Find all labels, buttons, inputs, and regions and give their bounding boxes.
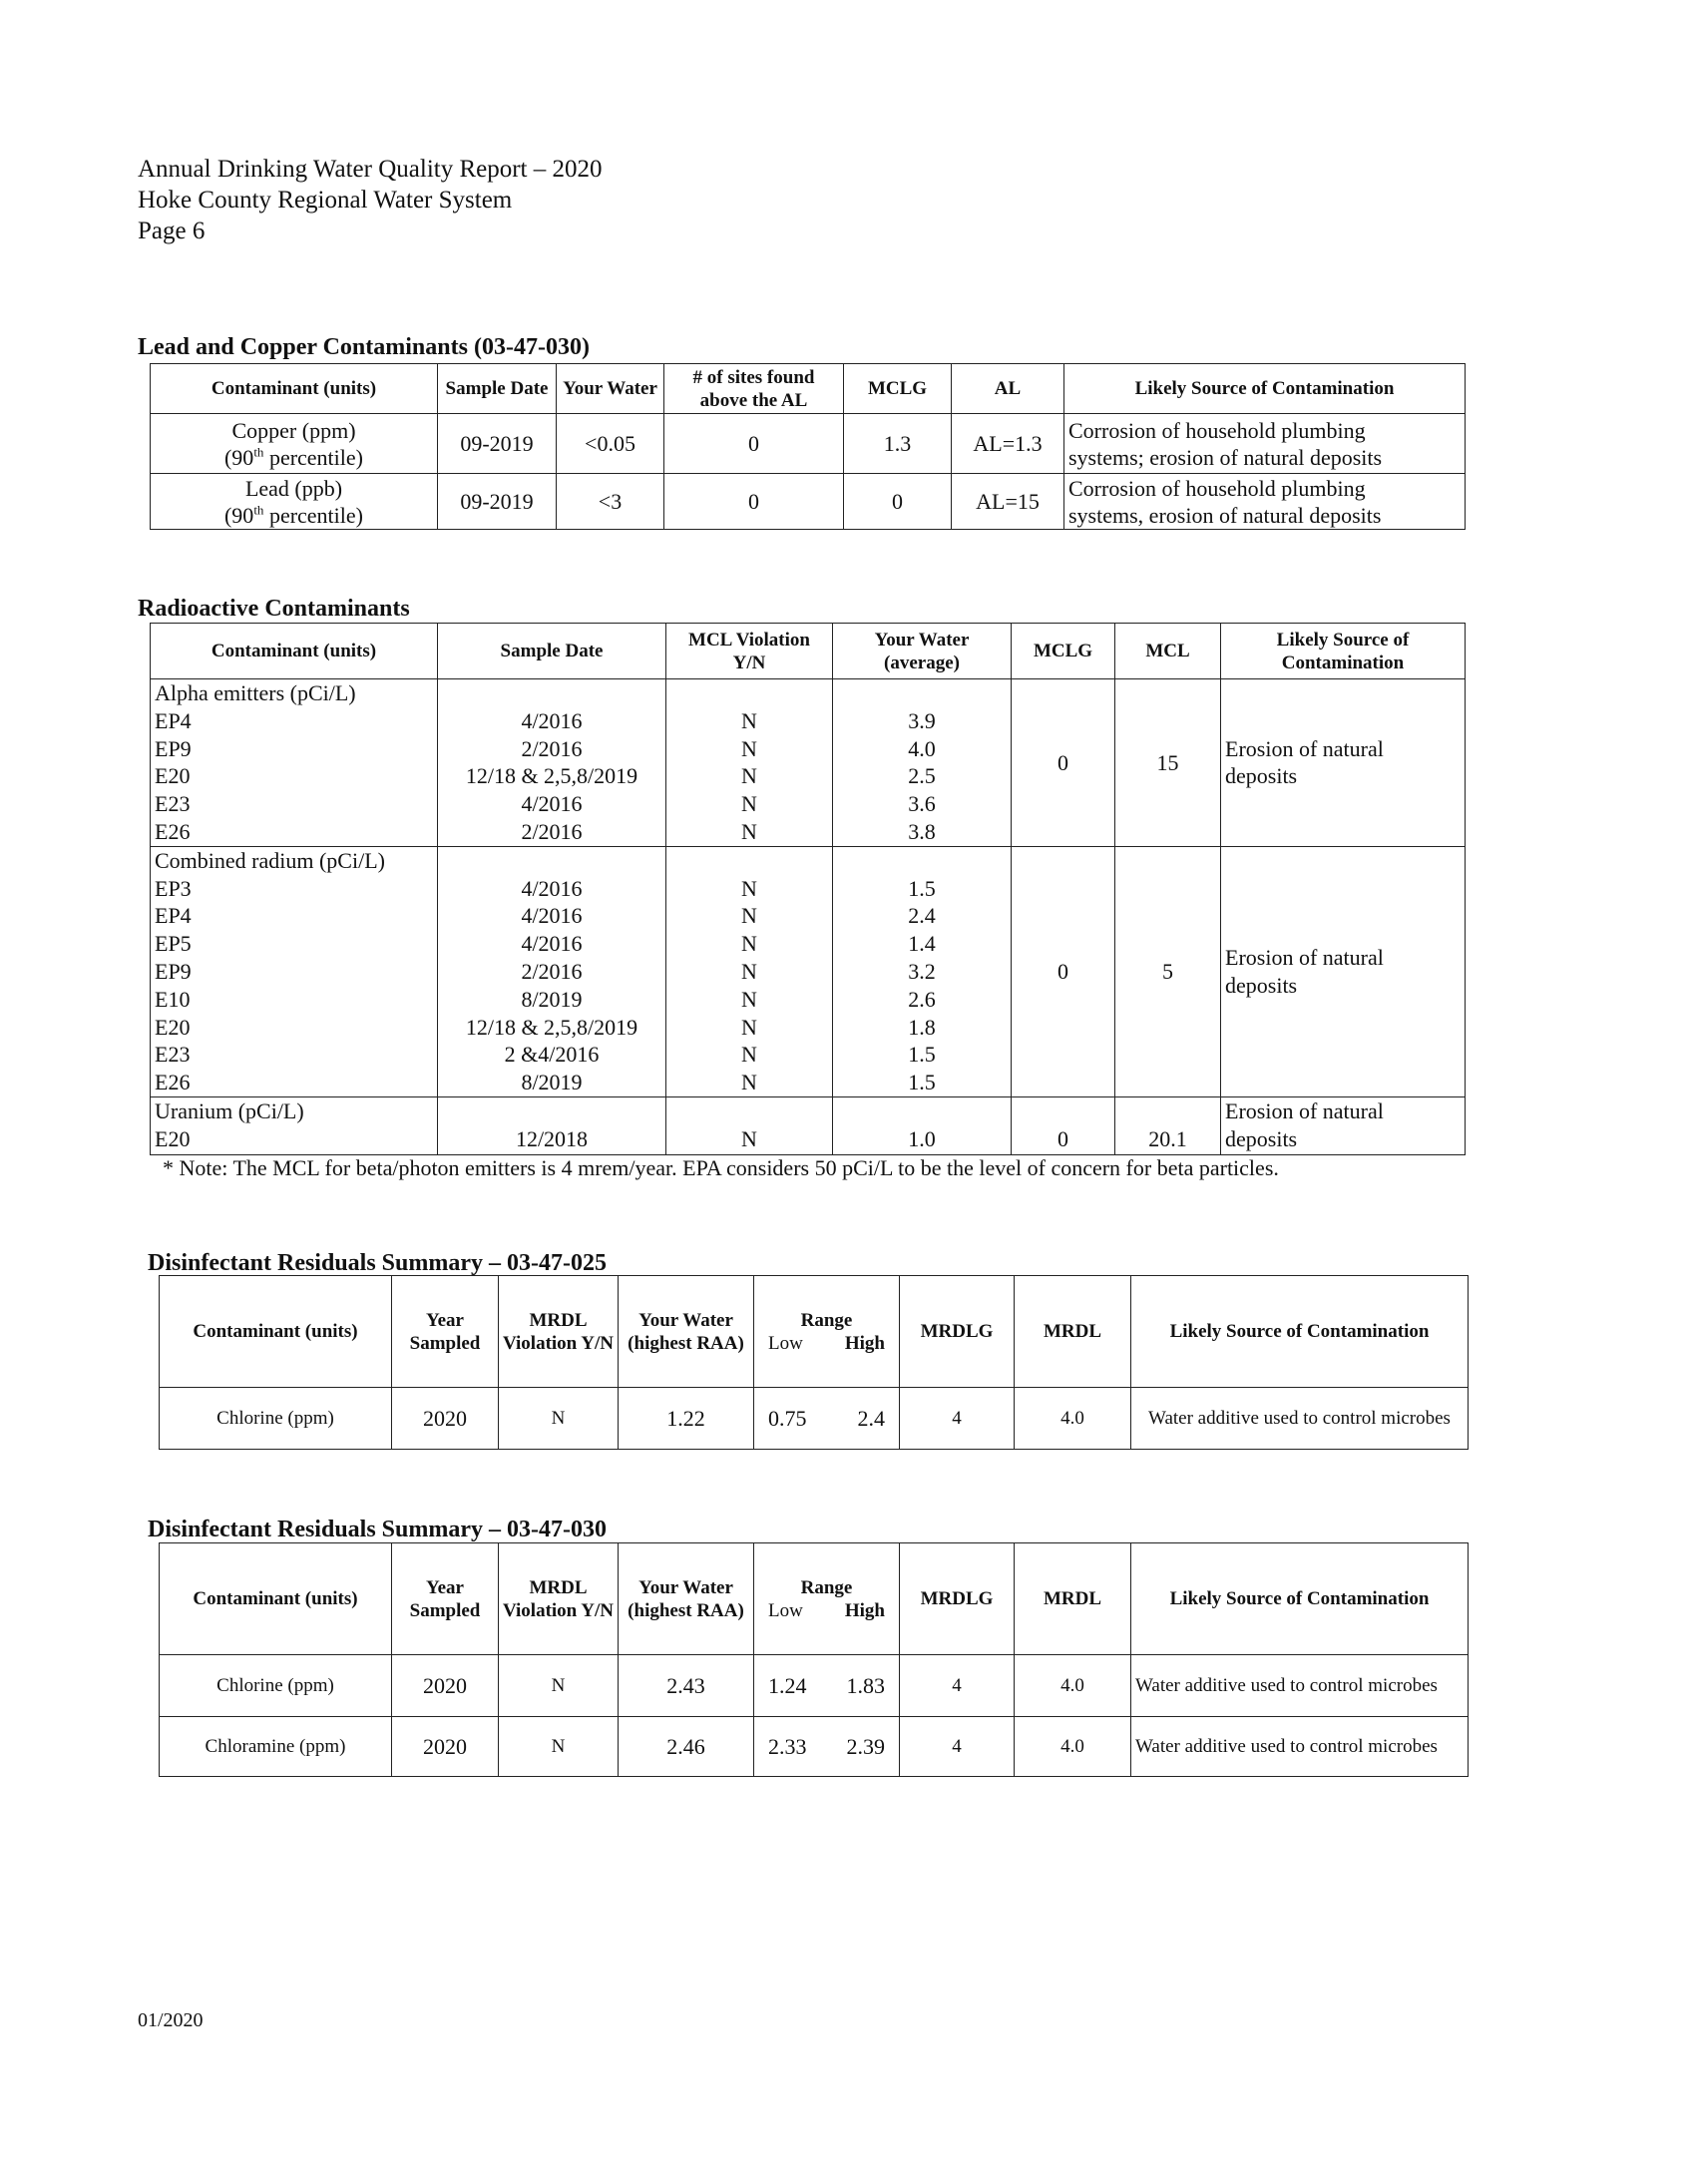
col-header: Contaminant (units) [151,364,438,414]
mrdl: 4.0 [1015,1388,1131,1450]
site-water: 4.0 [908,735,936,761]
col-viol [666,679,833,847]
site-water: 1.8 [908,1014,936,1040]
table-row [151,1096,1466,1154]
mclg: 0 [844,474,952,530]
contaminant-cell [151,1096,438,1154]
col-header: MCLG [1012,624,1115,679]
likely-source: Water additive used to control microbes [1131,1717,1469,1777]
site-viol: N [741,1014,757,1040]
year-sampled: 2020 [392,1717,499,1777]
mrdlg: 4 [900,1655,1015,1717]
col-header: MRDLG [900,1543,1015,1655]
site-viol: N [741,763,757,789]
your-water: 2.46 [619,1717,754,1777]
range-cell [754,1388,900,1450]
site-viol: N [741,818,757,844]
footer-date: 01/2020 [138,2009,204,2031]
site-name: E23 [155,791,191,817]
your-water: <3 [557,474,664,530]
range-high: 2.39 [846,1734,885,1759]
col-water [833,1096,1012,1154]
site-date: 4/2016 [521,707,583,733]
col-water [833,846,1012,1096]
site-water: 3.2 [908,958,936,984]
range-high: 1.83 [846,1673,885,1698]
table-row [151,474,1466,530]
col-header: Sample Date [438,624,666,679]
site-date: 4/2016 [521,931,583,957]
disinfectant-030-title: Disinfectant Residuals Summary – 03-47-030 [148,1517,607,1542]
site-date: 4/2016 [521,875,583,901]
site-water: 3.8 [908,818,936,844]
col-header: Likely Source of Contamination [1131,1276,1469,1388]
system-name: Hoke County Regional Water System [138,187,513,214]
lead-copper-title: Lead and Copper Contaminants (03-47-030) [138,334,590,360]
beta-note: * Note: The MCL for beta/photon emitters is 4 mrem/year. EPA considers 50 pCi/L to be the level of concern for beta particles. [163,1155,1279,1180]
sites-above-al: 0 [664,414,844,474]
site-viol: N [741,875,757,901]
mrdlg: 4 [900,1388,1015,1450]
lead-copper-table [150,363,1466,530]
col-header: Sample Date [438,364,557,414]
table-row [160,1388,1469,1450]
your-water: <0.05 [557,414,664,474]
col-header: Your Water (highest RAA) [619,1543,754,1655]
mrdl: 4.0 [1015,1717,1131,1777]
site-name: EP4 [155,707,192,733]
col-header: MRDLG [900,1276,1015,1388]
disinfectant-025-table [159,1275,1469,1450]
col-header: Your Water (highest RAA) [619,1276,754,1388]
site-date: 2/2016 [521,735,583,761]
percentile-label: (90th percentile) [223,444,363,470]
contaminant-name: Chlorine (ppm) [160,1388,392,1450]
sample-date: 09-2019 [438,474,557,530]
col-header: MRDL [1015,1543,1131,1655]
site-water: 2.4 [908,903,936,929]
mcl: 5 [1115,846,1221,1096]
col-viol [666,846,833,1096]
likely-source: Erosion of natural deposits [1221,679,1466,847]
col-header: Year Sampled [392,1276,499,1388]
site-viol: N [741,791,757,817]
mrdl-violation: N [499,1717,619,1777]
col-header: # of sites found above the AL [664,364,844,414]
sample-date: 09-2019 [438,414,557,474]
col-water [833,679,1012,847]
site-name: E10 [155,986,191,1012]
contaminant-name: Lead (ppb) [244,475,343,501]
likely-source: Corrosion of household plumbing systems, erosion of natural deposits [1064,474,1466,530]
site-name: EP9 [155,735,192,761]
site-viol: N [741,1042,757,1068]
site-water: 1.4 [908,931,936,957]
report-title: Annual Drinking Water Quality Report – 2020 [138,156,603,183]
col-header: Likely Source of Contamination [1221,624,1466,679]
radioactive-table [150,623,1466,1155]
table-row [151,414,1466,474]
site-date: 2/2016 [521,818,583,844]
col-header-range: Range Low High [754,1276,900,1388]
site-viol: N [741,1125,757,1151]
your-water: 1.22 [619,1388,754,1450]
percentile-label: (90th percentile) [223,502,363,528]
site-name: EP3 [155,875,192,901]
site-date: 12/2018 [515,1125,589,1151]
site-water: 1.5 [908,1042,936,1068]
site-date: 4/2016 [521,791,583,817]
disinfectant-025-title: Disinfectant Residuals Summary – 03-47-025 [148,1250,607,1276]
site-viol: N [741,986,757,1012]
mclg: 0 [1012,1096,1115,1154]
site-water: 1.5 [908,875,936,901]
site-date: 8/2019 [521,986,583,1012]
col-header: Contaminant (units) [160,1543,392,1655]
year-sampled: 2020 [392,1388,499,1450]
site-water: 3.6 [908,791,936,817]
site-viol: N [741,735,757,761]
site-date: 4/2016 [521,903,583,929]
range-low: 1.24 [768,1673,807,1698]
likely-source: Water additive used to control microbes [1131,1388,1469,1450]
col-header: MCL [1115,624,1221,679]
mclg: 1.3 [844,414,952,474]
likely-source: Corrosion of household plumbing systems; erosion of natural deposits [1064,414,1466,474]
site-viol: N [741,903,757,929]
range-low: 0.75 [768,1406,807,1431]
col-date [438,846,666,1096]
action-level: AL=15 [952,474,1064,530]
col-header: Year Sampled [392,1543,499,1655]
site-water: 1.0 [908,1125,936,1151]
table-row [151,679,1466,847]
site-name: E26 [155,1070,191,1095]
contaminant-name: Chlorine (ppm) [160,1655,392,1717]
col-header: MRDL Violation Y/N [499,1276,619,1388]
mcl: 20.1 [1115,1096,1221,1154]
site-date: 12/18 & 2,5,8/2019 [465,763,638,789]
contaminant-cell [151,846,438,1096]
site-date: 2/2016 [521,958,583,984]
mclg: 0 [1012,846,1115,1096]
range-low: 2.33 [768,1734,807,1759]
site-date: 2 &4/2016 [504,1042,600,1068]
mcl: 15 [1115,679,1221,847]
col-header: MRDL Violation Y/N [499,1543,619,1655]
range-cell [754,1717,900,1777]
site-water: 3.9 [908,707,936,733]
table-row [160,1655,1469,1717]
col-viol [666,1096,833,1154]
col-header: Contaminant (units) [160,1276,392,1388]
site-water: 2.6 [908,986,936,1012]
col-header: MCL Violation Y/N [666,624,833,679]
contaminant-name: Chloramine (ppm) [160,1717,392,1777]
contaminant-name: Copper (ppm) [231,417,356,443]
table-header-row [160,1276,1469,1388]
sites-above-al: 0 [664,474,844,530]
mrdlg: 4 [900,1717,1015,1777]
site-name: E20 [155,1125,191,1151]
contaminant-cell [151,474,438,530]
site-water: 1.5 [908,1070,936,1095]
likely-source: Water additive used to control microbes [1131,1655,1469,1717]
site-date: 8/2019 [521,1070,583,1095]
site-water: 2.5 [908,763,936,789]
col-header: Your Water [557,364,664,414]
col-header: Your Water (average) [833,624,1012,679]
col-header-range: Range Low High [754,1543,900,1655]
site-name: EP5 [155,931,192,957]
table-row [160,1717,1469,1777]
year-sampled: 2020 [392,1655,499,1717]
disinfectant-030-table [159,1542,1469,1777]
range-high: 2.4 [857,1406,885,1431]
mclg: 0 [1012,679,1115,847]
mrdl-violation: N [499,1388,619,1450]
table-row [151,846,1466,1096]
group-name: Alpha emitters (pCi/L) [155,680,356,705]
table-header-row [160,1543,1469,1655]
col-header: Contaminant (units) [151,624,438,679]
your-water: 2.43 [619,1655,754,1717]
col-header: MRDL [1015,1276,1131,1388]
site-name: E26 [155,818,191,844]
likely-source: Erosion of natural deposits [1221,1096,1466,1154]
range-cell [754,1655,900,1717]
likely-source: Erosion of natural deposits [1221,846,1466,1096]
site-name: E20 [155,763,191,789]
mrdl: 4.0 [1015,1655,1131,1717]
site-viol: N [741,1070,757,1095]
contaminant-cell [151,414,438,474]
site-date: 12/18 & 2,5,8/2019 [465,1014,638,1040]
table-header-row [151,364,1466,414]
action-level: AL=1.3 [952,414,1064,474]
site-name: EP9 [155,958,192,984]
col-date [438,679,666,847]
site-name: E20 [155,1014,191,1040]
site-viol: N [741,958,757,984]
page-number: Page 6 [138,218,206,244]
mrdl-violation: N [499,1655,619,1717]
col-date [438,1096,666,1154]
contaminant-cell [151,679,438,847]
site-viol: N [741,931,757,957]
col-header: AL [952,364,1064,414]
site-name: E23 [155,1042,191,1068]
col-header: Likely Source of Contamination [1064,364,1466,414]
site-name: EP4 [155,903,192,929]
report-header [138,154,603,246]
group-name: Combined radium (pCi/L) [155,847,385,873]
col-header: MCLG [844,364,952,414]
site-viol: N [741,707,757,733]
table-header-row [151,624,1466,679]
radioactive-title: Radioactive Contaminants [138,596,410,622]
group-name: Uranium (pCi/L) [155,1097,304,1123]
col-header: Likely Source of Contamination [1131,1543,1469,1655]
